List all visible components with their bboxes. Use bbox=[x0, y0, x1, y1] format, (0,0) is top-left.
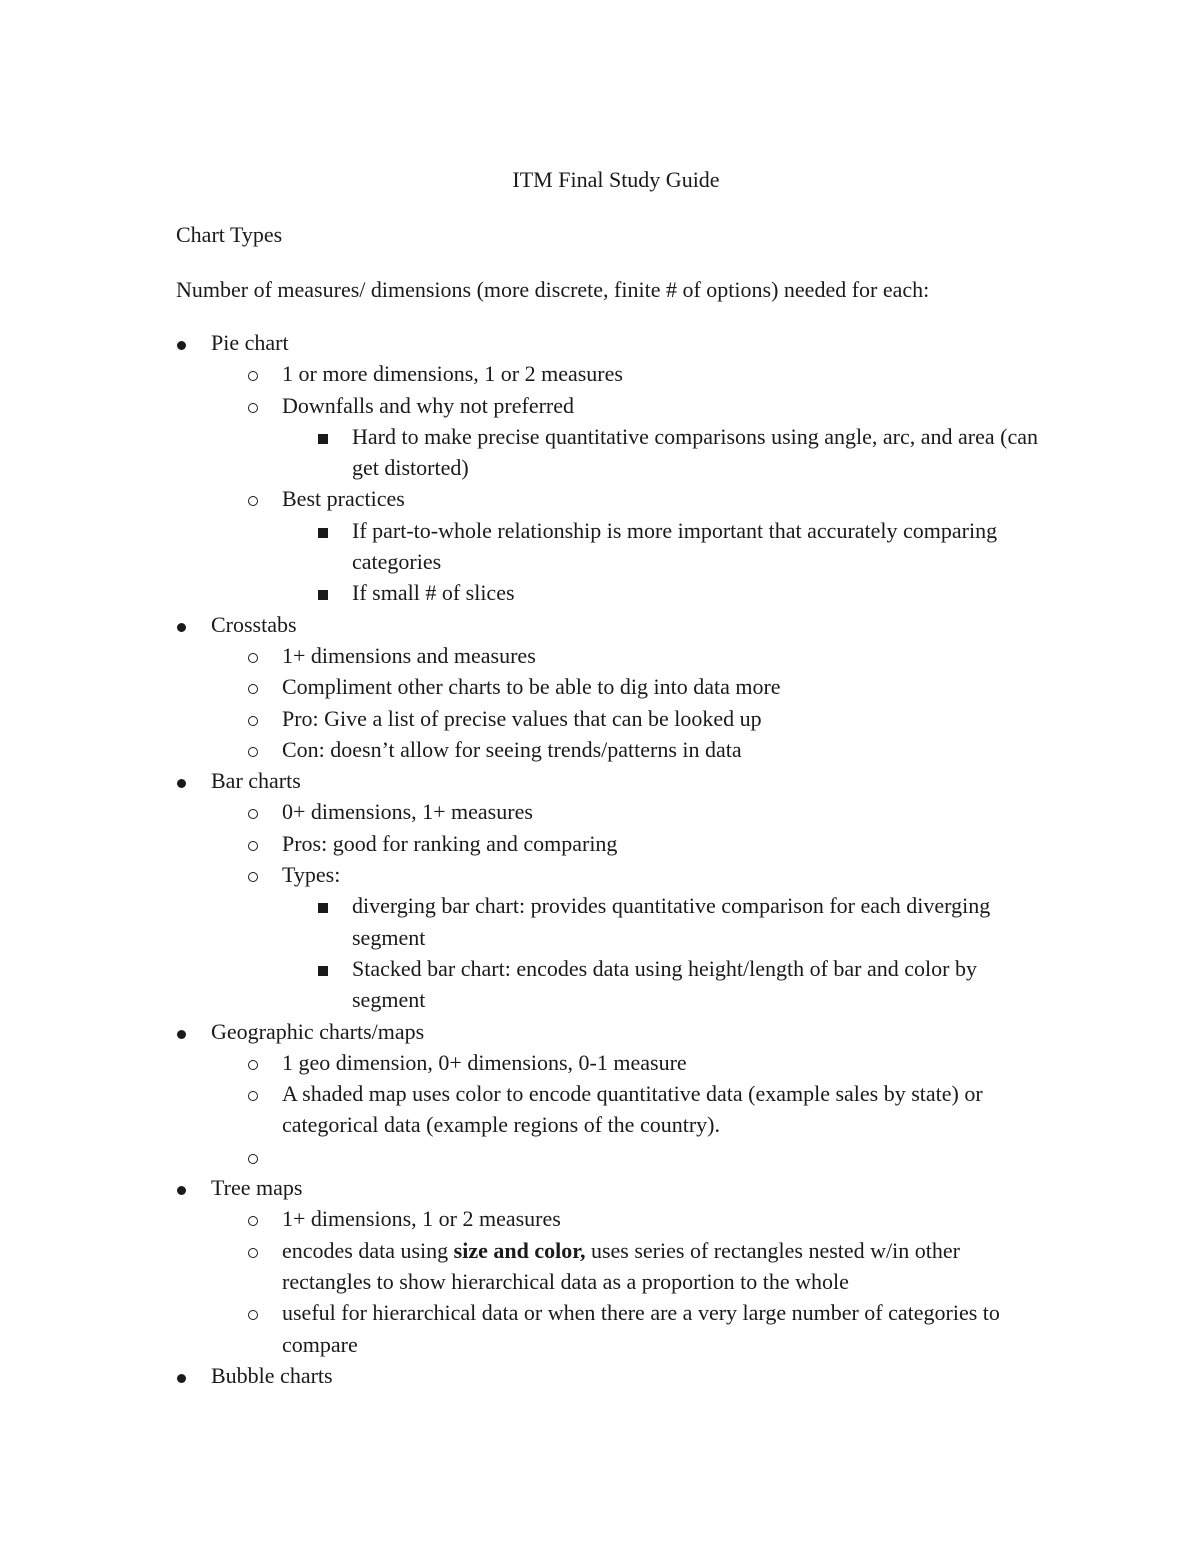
list-item: Types: bbox=[0, 859, 1200, 890]
circle-bullet-icon bbox=[248, 1141, 258, 1172]
circle-bullet-icon bbox=[248, 640, 258, 671]
circle-bullet-icon bbox=[248, 703, 258, 734]
list-item-bubble-charts: Bubble charts bbox=[0, 1360, 1200, 1391]
list-item: Pro: Give a list of precise values that can be looked up bbox=[0, 703, 1200, 734]
circle-bullet-icon bbox=[248, 358, 258, 389]
circle-bullet-icon bbox=[248, 1297, 258, 1328]
list-item: Downfalls and why not preferred bbox=[0, 390, 1200, 421]
bold-emphasis: size and color, bbox=[453, 1237, 586, 1263]
disc-bullet-icon bbox=[177, 609, 186, 640]
list-item: If part-to-whole relationship is more important that accurately comparing categories bbox=[0, 515, 1200, 578]
list-item: Stacked bar chart: encodes data using height/length of bar and color by segment bbox=[0, 953, 1200, 1016]
list-item: If small # of slices bbox=[0, 577, 1200, 608]
list-item-bar-charts: Bar charts bbox=[0, 765, 1200, 796]
circle-bullet-icon bbox=[248, 828, 258, 859]
circle-bullet-icon bbox=[248, 1235, 258, 1266]
list-item-crosstabs: Crosstabs bbox=[0, 609, 1200, 640]
disc-bullet-icon bbox=[177, 765, 186, 796]
disc-bullet-icon bbox=[177, 1016, 186, 1047]
circle-bullet-icon bbox=[248, 1078, 258, 1109]
list-item: useful for hierarchical data or when there are a very large number of categories to compare bbox=[0, 1297, 1200, 1360]
list-item: diverging bar chart: provides quantitative comparison for each diverging segment bbox=[0, 890, 1200, 953]
list-item: Con: doesn’t allow for seeing trends/patterns in data bbox=[0, 734, 1200, 765]
circle-bullet-icon bbox=[248, 796, 258, 827]
list-item: 1+ dimensions, 1 or 2 measures bbox=[0, 1203, 1200, 1234]
list-item: 1+ dimensions and measures bbox=[0, 640, 1200, 671]
intro-paragraph: Number of measures/ dimensions (more discrete, finite # of options) needed for each: bbox=[176, 277, 930, 302]
list-item: 1 geo dimension, 0+ dimensions, 0-1 measure bbox=[0, 1047, 1200, 1078]
circle-bullet-icon bbox=[248, 390, 258, 421]
list-item: A shaded map uses color to encode quantitative data (example sales by state) or categorical data (example regions of the country). bbox=[0, 1078, 1200, 1141]
disc-bullet-icon bbox=[177, 327, 186, 358]
circle-bullet-icon bbox=[248, 483, 258, 514]
square-bullet-icon bbox=[318, 953, 328, 984]
square-bullet-icon bbox=[318, 421, 328, 452]
section-heading: Chart Types bbox=[176, 222, 283, 247]
circle-bullet-icon bbox=[248, 734, 258, 765]
list-item: encodes data using size and color, uses series of rectangles nested w/in other rectangles to show hierarchical data as a proportion to the whole bbox=[0, 1235, 1200, 1298]
list-item-geographic-charts: Geographic charts/maps bbox=[0, 1016, 1200, 1047]
square-bullet-icon bbox=[318, 577, 328, 608]
list-item: Compliment other charts to be able to dig into data more bbox=[0, 671, 1200, 702]
list-item: Pros: good for ranking and comparing bbox=[0, 828, 1200, 859]
list-item-empty bbox=[0, 1141, 1200, 1172]
circle-bullet-icon bbox=[248, 1047, 258, 1078]
list-item: 1 or more dimensions, 1 or 2 measures bbox=[0, 358, 1200, 389]
list-item: Hard to make precise quantitative comparisons using angle, arc, and area (can get distorted) bbox=[0, 421, 1200, 484]
circle-bullet-icon bbox=[248, 1203, 258, 1234]
circle-bullet-icon bbox=[248, 859, 258, 890]
circle-bullet-icon bbox=[248, 671, 258, 702]
list-item: 0+ dimensions, 1+ measures bbox=[0, 796, 1200, 827]
list-item-tree-maps: Tree maps bbox=[0, 1172, 1200, 1203]
square-bullet-icon bbox=[318, 890, 328, 921]
disc-bullet-icon bbox=[177, 1360, 186, 1391]
disc-bullet-icon bbox=[177, 1172, 186, 1203]
square-bullet-icon bbox=[318, 515, 328, 546]
list-item: Best practices bbox=[0, 483, 1200, 514]
document-title: ITM Final Study Guide bbox=[512, 167, 720, 192]
chart-types-outline bbox=[0, 327, 1200, 1391]
list-item-pie-chart: Pie chart bbox=[0, 327, 1200, 358]
